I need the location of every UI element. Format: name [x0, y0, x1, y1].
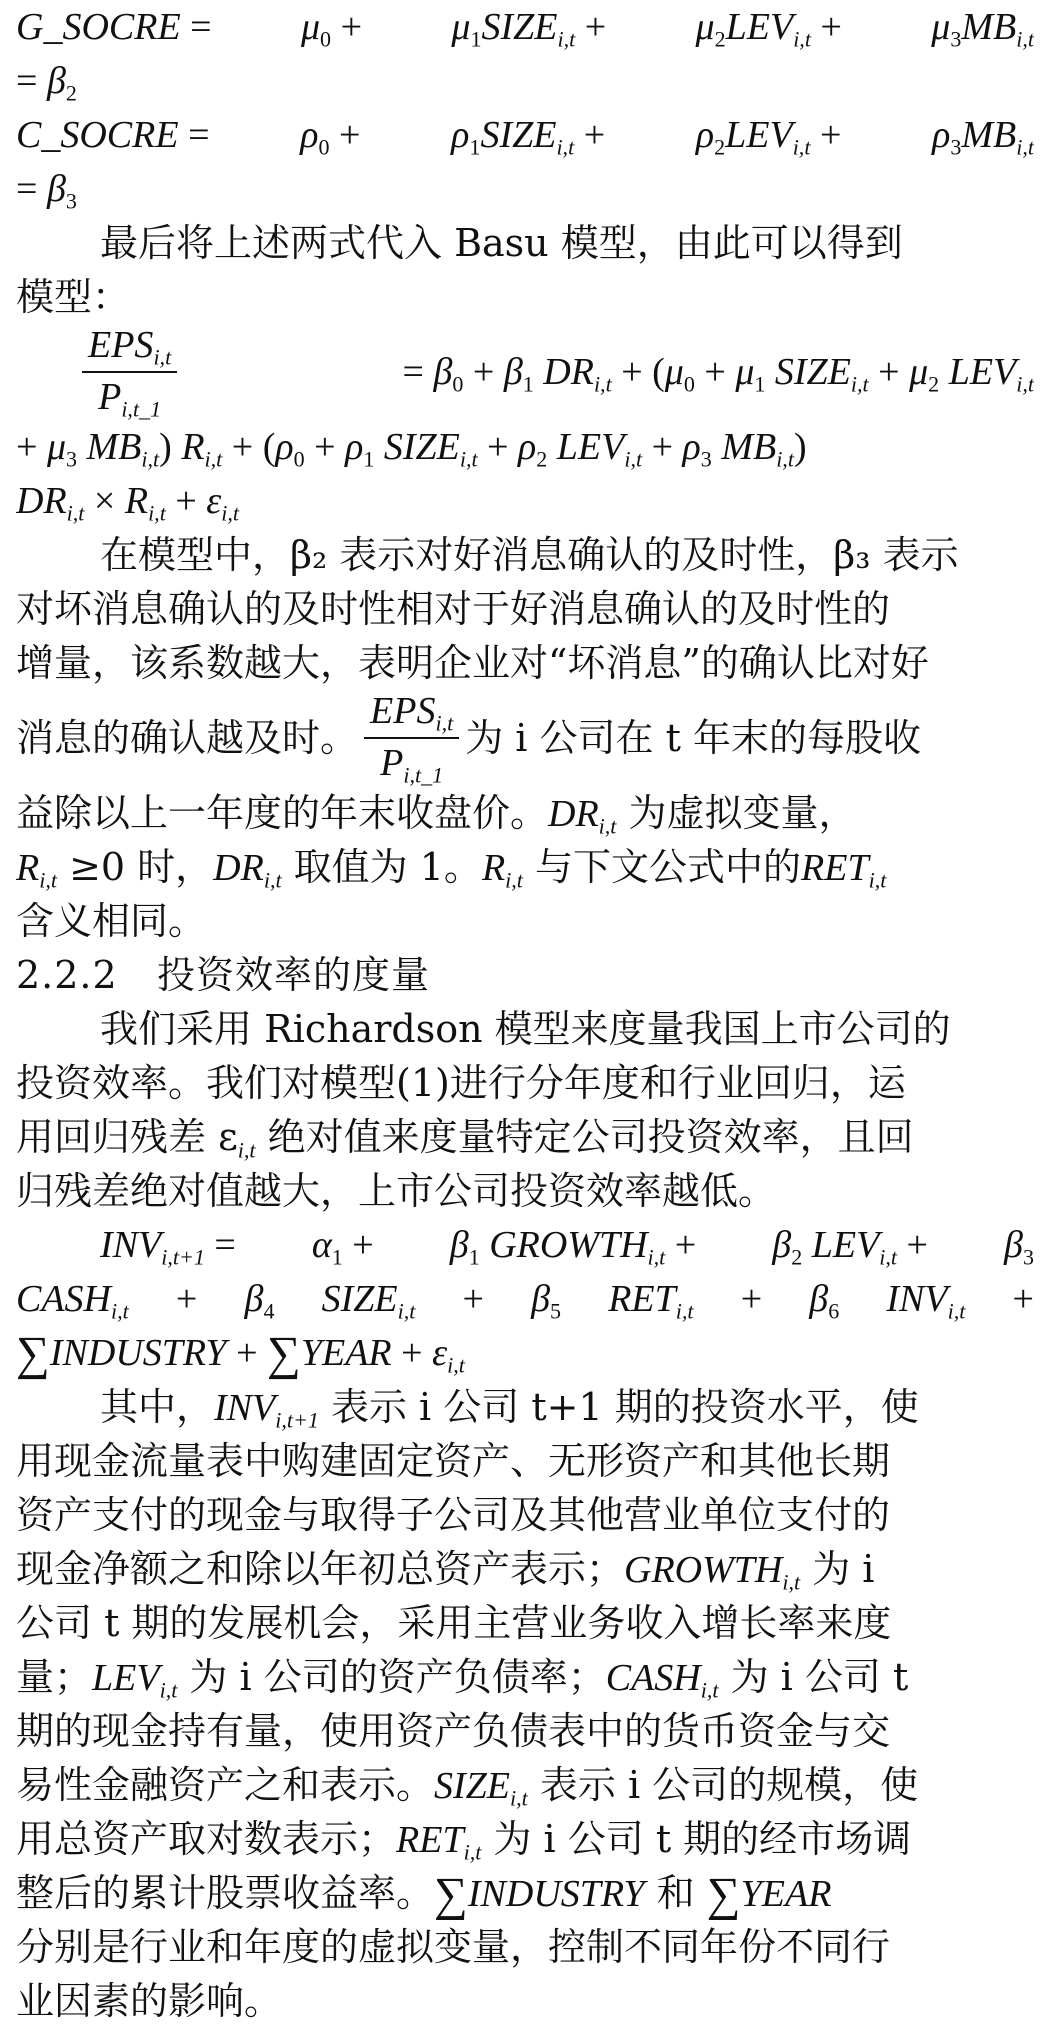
equation-basu-line2: + $\mu_3$ $MB_{i,t}$) $R_{i,t} + (\rho_0 + \rho_1$ $SIZE_{i,t} + \rho_2$ $LEV_{i,t} + \rho_3$ $MB_{i,t}$) [16, 426, 807, 472]
fraction-eps-over-p: $\frac{EPS_{i,t}}{P_{i,t\_1}}$ [82, 325, 177, 419]
section-heading [16, 948, 1034, 1002]
section-number: 2.2.2 [16, 953, 118, 997]
body-text-line: 增量，该系数越大，表明企业对“坏消息”的确认比对好 [16, 641, 929, 685]
body-text-line: 用总资产取对数表示；$RET_{i,t}$ 为 i 公司 t 期的经市场调 [16, 1817, 912, 1865]
body-text-line: 用回归残差 $\varepsilon_{i,t}$ 绝对值来度量特定公司投资效率，且回 [16, 1115, 914, 1163]
body-text-line: 公司 t 期的发展机会，采用主营业务收入增长率来度 [16, 1601, 892, 1645]
body-text-line: 最后将上述两式代入 Basu 模型，由此可以得到 [100, 221, 903, 265]
body-text-line: 在模型中，β₂ 表示对好消息确认的及时性，β₃ 表示 [100, 533, 959, 577]
body-text-line: 模型： [16, 275, 131, 319]
section-title: 投资效率的度量 [156, 953, 430, 997]
body-text-line: 其中，$INV_{i,t+1}$ 表示 i 公司 t+1 期的投资水平，使 [100, 1385, 919, 1433]
fraction-eps-over-p-inline: $\frac{EPS_{i,t}}{P_{i,t\_1}}$ [364, 691, 459, 785]
body-text-line: 分别是行业和年度的虚拟变量，控制不同年份不同行 [16, 1925, 891, 1969]
body-text-line: 易性金融资产之和表示。$SIZE_{i,t}$ 表示 i 公司的规模，使 [16, 1763, 919, 1811]
eq-gscore-lhs: G_SOCRE [16, 6, 181, 48]
body-text-line: 量；$LEV_{i,t}$ 为 i 公司的资产负债率；$CASH_{i,t}$ 为 i 公司 t [16, 1655, 909, 1703]
equation-cscore-line2: = $\beta_3$ [16, 168, 77, 214]
body-text-line: 现金净额之和除以年初总资产表示；$GROWTH_{i,t}$ 为 i [16, 1547, 875, 1595]
body-text-line: 含义相同。 [16, 899, 207, 943]
body-text-line: 我们采用 Richardson 模型来度量我国上市公司的 [100, 1007, 951, 1051]
equation-richardson-line3: ∑INDUSTRY + ∑YEAR + $\varepsilon_{i,t}$ [16, 1327, 465, 1380]
body-text-line: 益除以上一年度的年末收盘价。$DR_{i,t}$ 为虚拟变量， [16, 791, 857, 839]
body-text-line: 用现金流量表中购建固定资产、无形资产和其他长期 [16, 1439, 891, 1483]
equation-gscore-line1: G_SOCRE = $\mu_0$ + $\mu_1SIZE_{i,t}$ + $\mu_2LEV_{i,t}$ + $\mu_3MB_{i,t}$ [16, 6, 1034, 52]
body-text-line: 业因素的影响。 [16, 1979, 283, 2023]
body-text-line: 整后的累计股票收益率。∑INDUSTRY 和 ∑YEAR [16, 1868, 832, 1920]
equation-richardson-line2: $CASH_{i,t}$ + $\beta_4$ $SIZE_{i,t}$ + $\beta_5$ $RET_{i,t}$ + $\beta_6$ $INV_{i,t}$ + [16, 1278, 1034, 1324]
eq-cscore-lhs: C_SOCRE [16, 114, 179, 156]
body-text-line-with-fraction: 消息的确认越及时。 $\frac{EPS_{i,t}}{P_{i,t\_1}}$ 为 i 公司在 t 年末的每股收 [16, 690, 921, 786]
equation-basu-line3: $DR_{i,t} \times R_{i,t} + \varepsilon_{i,t}$ [16, 480, 239, 526]
equation-cscore-line1: C_SOCRE = $\rho_0$ + $\rho_1SIZE_{i,t}$ + $\rho_2LEV_{i,t}$ + $\rho_3MB_{i,t}$ [16, 114, 1034, 160]
body-text-line: 投资效率。我们对模型(1)进行分年度和行业回归，运 [16, 1061, 906, 1105]
body-text-line: $R_{i,t} \ge 0$ 时，$DR_{i,t}$ 取值为 1。$R_{i,t}$ 与下文公式中的$RET_{i,t}$ [16, 845, 887, 893]
body-text-line: 归残差绝对值越大，上市公司投资效率越低。 [16, 1169, 777, 1213]
equation-richardson-line1: $INV_{i,t+1}$ = $\alpha_1$ + $\beta_1$ $GROWTH_{i,t}$ + $\beta_2$ $LEV_{i,t}$ + $\beta_3$ [100, 1224, 1034, 1270]
body-text-line: 期的现金持有量，使用资产负债表中的货币资金与交 [16, 1709, 891, 1753]
body-text-line: 对坏消息确认的及时性相对于好消息确认的及时性的 [16, 587, 891, 631]
body-text-line: 资产支付的现金与取得子公司及其他营业单位支付的 [16, 1493, 891, 1537]
equation-basu-line1: $\frac{EPS_{i,t}}{P_{i,t\_1}}$ = $\beta_0 + \beta_1$ $DR_{i,t} + (\mu_0 + \mu_1$ $SIZE_{i,t} + \mu_2$ $LEV_{i,t}$ [16, 324, 1034, 420]
equation-gscore-line2: = $\beta_2$ [16, 60, 77, 106]
